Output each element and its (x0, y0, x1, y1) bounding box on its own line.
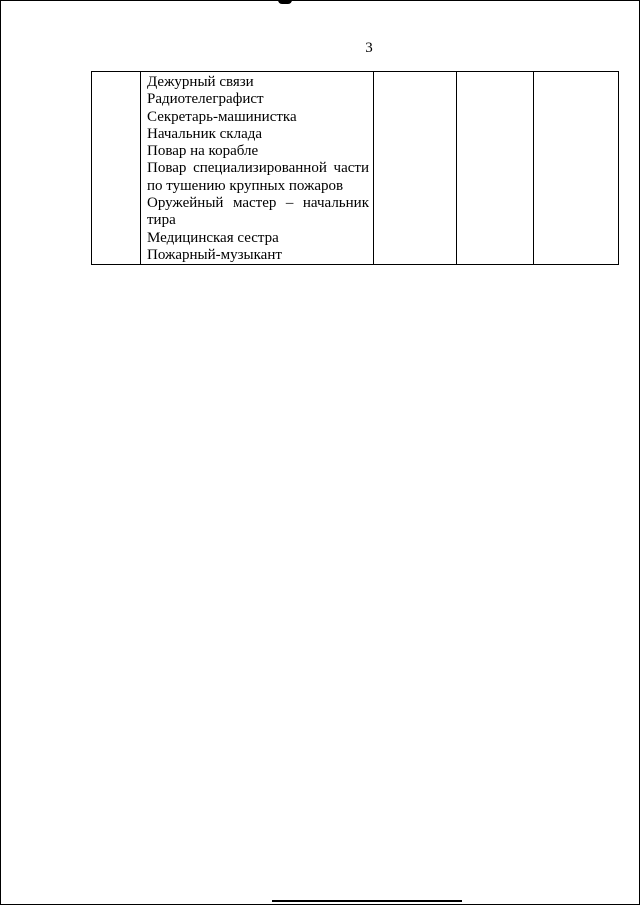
empty-cell (374, 72, 457, 265)
page-number: 3 (365, 40, 373, 56)
list-item: Оружейный мастер – начальник тира (147, 195, 369, 229)
empty-cell (457, 72, 534, 265)
list-item: Повар на корабле (147, 143, 259, 160)
list-item: Пожарный-музыкант (147, 246, 282, 263)
list-item: Начальник склада (147, 125, 263, 142)
table-row (92, 72, 619, 265)
scan-bottom-mark (272, 900, 462, 902)
list-item: Повар специализированной части по тушению крупных пожаров (147, 160, 369, 194)
number-cell (92, 72, 141, 265)
list-item: Секретарь-машинистка (147, 108, 297, 125)
positions-cell (141, 72, 374, 265)
list-item: Медицинская сестра (147, 229, 279, 246)
scan-top-mark (278, 0, 292, 4)
positions-table (91, 71, 619, 265)
empty-cell (534, 72, 619, 265)
list-item: Радиотелеграфист (147, 91, 264, 108)
list-item: Дежурный связи (147, 74, 254, 90)
